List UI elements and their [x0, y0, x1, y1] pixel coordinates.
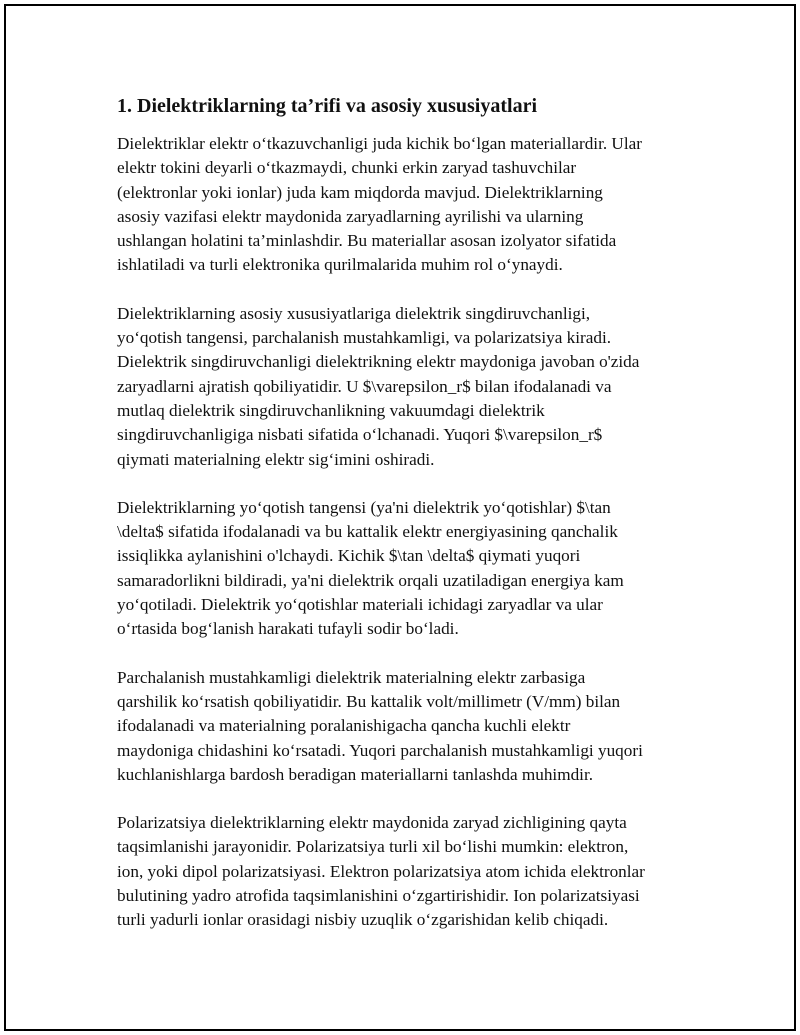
section-title: 1. Dielektriklarning ta’rifi va asosiy xususiyatlari	[117, 95, 537, 117]
paragraph-permittivity: Dielektriklarning asosiy xususiyatlariga dielektrik singdiruvchanligi, yo‘qotish tangensi, parchalanish mustahkamligi, va polarizatsiya kiradi. Dielektrik singdiruvchanligi dielektrikning elektr maydoniga javoban o'zida zaryadlarni ajratish qobiliyatidir. U $\varepsilon_r$ bilan ifodalanadi va mutlaq dielektrik singdiruvchanlikning vakuumdagi dielektrik singdiruvchanligiga nisbati sifatida o‘lchanadi. Yuqori $\varepsilon_r$ qiymati materialning elektr sig‘imini oshiradi.	[117, 303, 640, 469]
paragraph-definition: Dielektriklar elektr o‘tkazuvchanligi juda kichik bo‘lgan materiallardir. Ular elektr tokini deyarli o‘tkazmaydi, chunki erkin zaryad tashuvchilar (elektronlar yoki ionlar) juda kam miqdorda mavjud. Dielektriklarning asosiy vazifasi elektr maydonida zaryadlarning ayrilishi va ularning ushlangan holatini ta’minlashdir. Bu materiallar asosan izolyator sifatida ishlatiladi va turli elektronika qurilmalarida muhim rol o‘ynaydi.	[117, 134, 642, 275]
paragraph-loss-tangent: Dielektriklarning yo‘qotish tangensi (ya'ni dielektrik yo‘qotishlar) $\tan \delta$ sifatida ifodalanadi va bu kattalik elektr energiyasining qanchalik issiqlikka aylanishini o'lchaydi. Kichik $\tan \delta$ qiymati yuqori samaradorlikni bildiradi, ya'ni dielektrik orqali uzatiladigan energiya kam yo‘qotiladi. Dielektrik yo‘qotishlar materiali ichidagi zaryadlar va ular o‘rtasida bog‘lanish harakati tufayli sodir bo‘ladi.	[117, 497, 624, 639]
document-body	[117, 94, 697, 957]
paragraph-polarization: Polarizatsiya dielektriklarning elektr maydonida zaryad zichligining qayta taqsimlanishi jarayonidir. Polarizatsiya turli xil bo‘lishi mumkin: elektron, ion, yoki dipol polarizatsiyasi. Elektron polarizatsiya atom ichida elektronlar bulutining yadro atrofida taqsimlanishini o‘zgartirishidir. Ion polarizatsiyasi turli yadurli ionlar orasidagi nisbiy uzuqlik o‘zgarishidan kelib chiqadi.	[117, 813, 645, 930]
paragraph-breakdown-strength: Parchalanish mustahkamligi dielektrik materialning elektr zarbasiga qarshilik ko‘rsatish qobiliyatidir. Bu kattalik volt/millimetr (V/mm) bilan ifodalanadi va materialning poralanishigacha qancha kuchli elektr maydoniga chidashini ko‘rsatadi. Yuqori parchalanish mustahkamligi yuqori kuchlanishlarga bardosh beradigan materiallarni tanlashda muhimdir.	[117, 667, 643, 784]
